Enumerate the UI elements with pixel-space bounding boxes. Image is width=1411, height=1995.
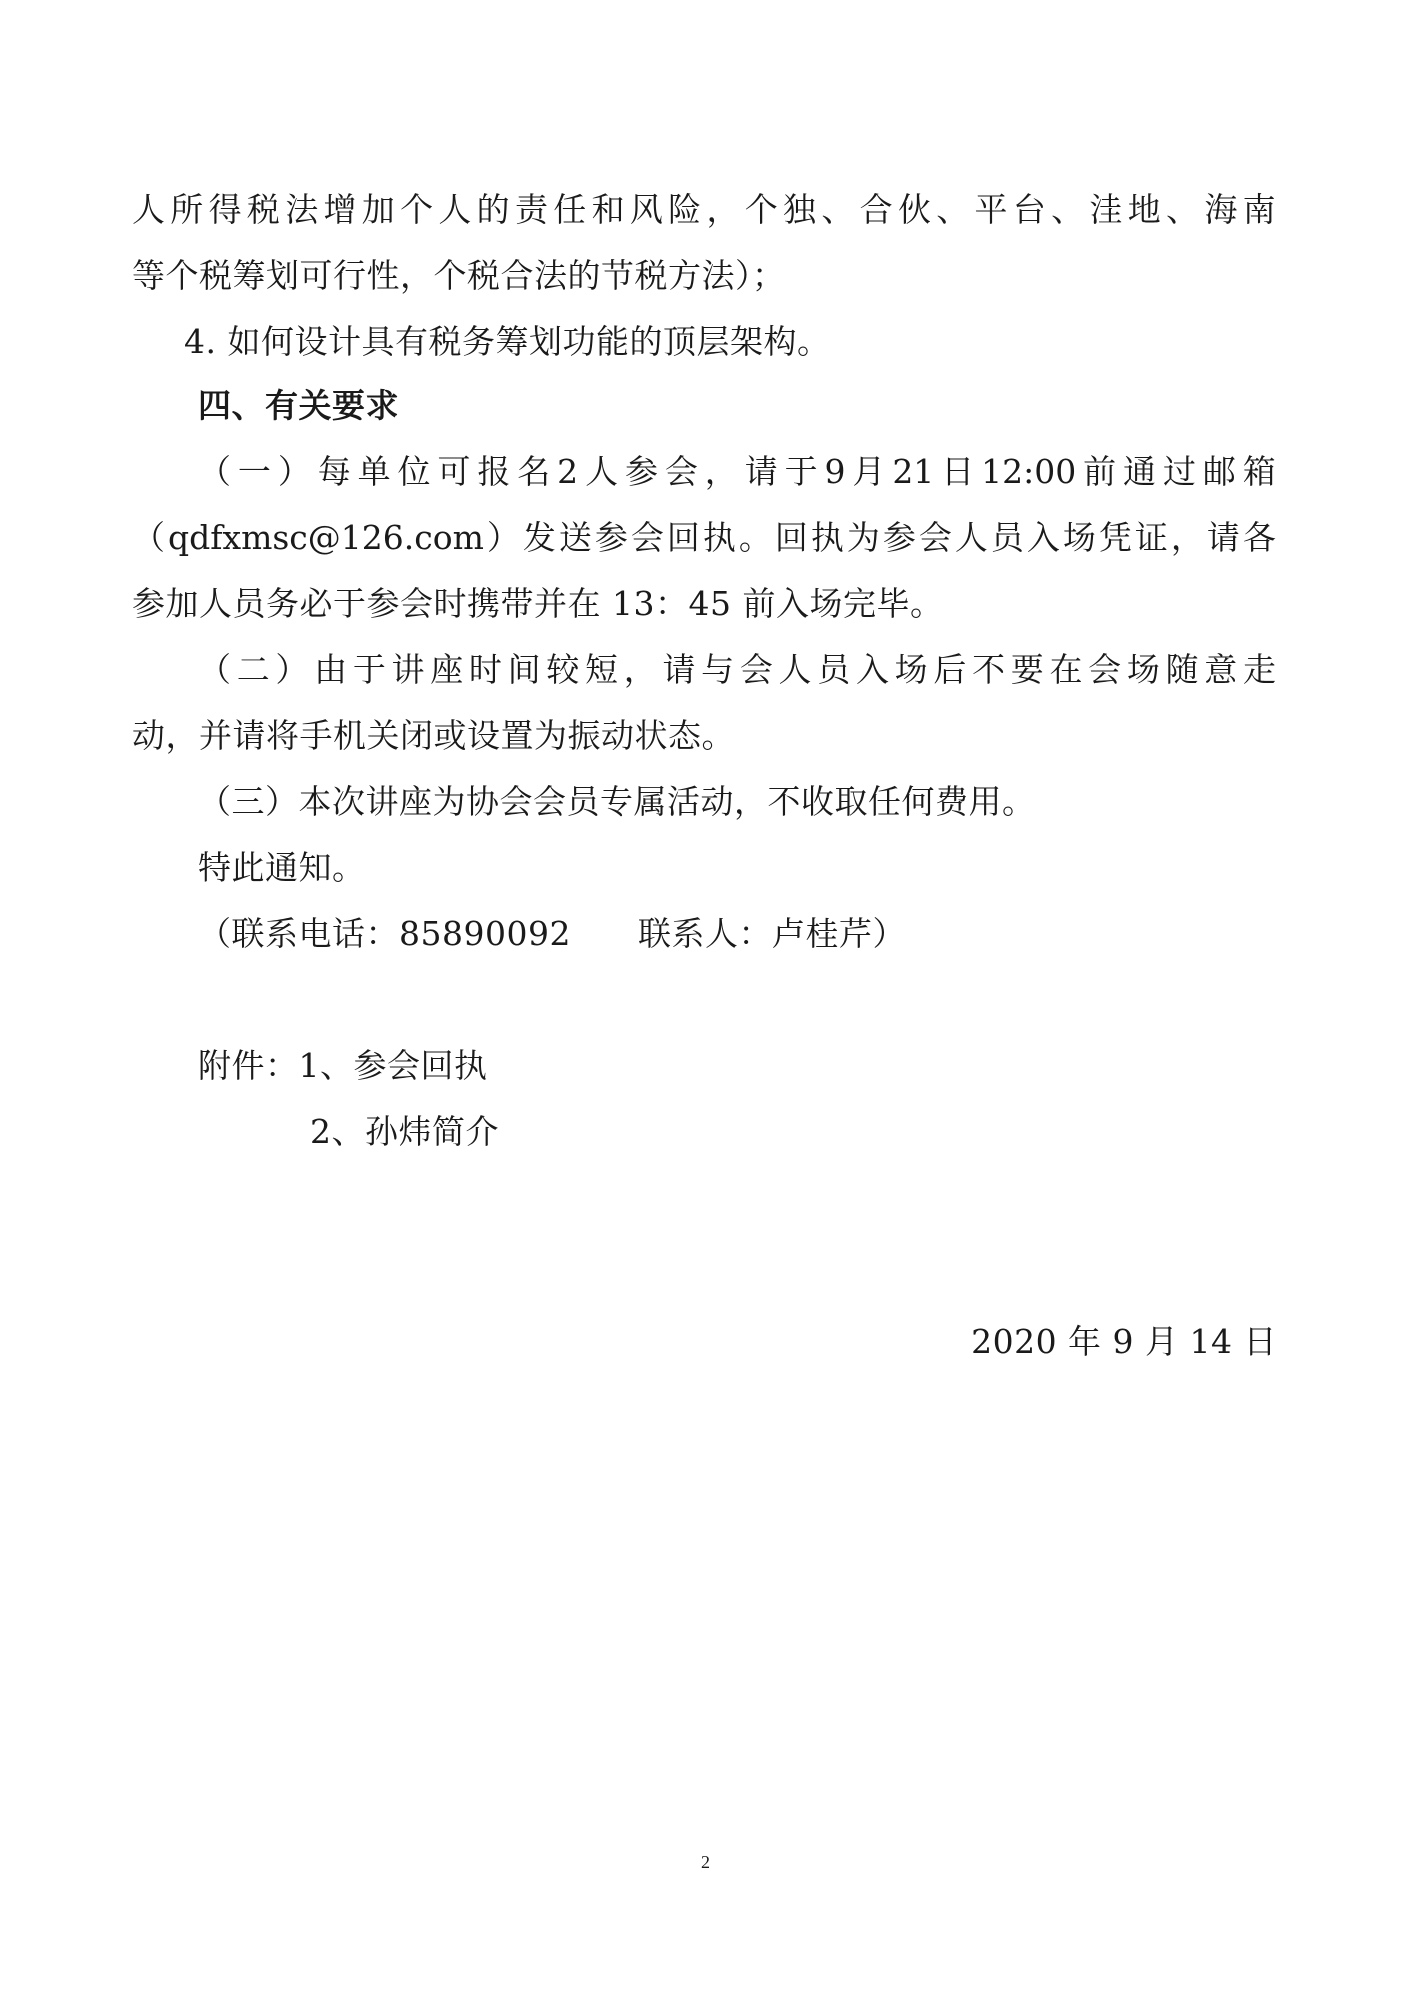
text-glyph: 可 [437,452,471,491]
text-glyph: qdfxmsc@126.com [168,518,484,557]
text-glyph: 过 [1162,452,1196,491]
text-glyph: 人 [438,190,472,229]
text-glyph: 责 [514,190,548,229]
text-glyph: 通 [1123,452,1157,491]
text-glyph: 、 [821,190,855,229]
text-glyph: 执 [810,518,844,557]
text-glyph: 短 [585,650,619,689]
text-glyph: 请 [744,452,778,491]
req1-line3: 参加人员务必于参会时携带并在 13：45 前入场完毕。 [132,584,944,623]
attachment-2-line: 2、孙炜简介 [310,1112,499,1151]
text-glyph: 回 [774,518,808,557]
text-glyph: 人 [778,650,812,689]
text-glyph: 税 [246,190,280,229]
text-glyph: 证 [1134,518,1168,557]
text-glyph: 12:00 [981,452,1077,491]
text-glyph: 增 [323,190,357,229]
text-glyph: 员 [817,650,851,689]
text-glyph: 于 [784,452,818,491]
text-glyph: 场 [1062,518,1096,557]
text-glyph: 邮 [1202,452,1236,491]
text-glyph: （ [132,518,165,557]
text-glyph: 会 [664,452,698,491]
req1-line1 [198,452,1276,492]
text-glyph: 请 [662,650,696,689]
text-glyph: 、 [936,190,970,229]
list-item-4: 4. 如何设计具有税务筹划功能的顶层架构。 [184,322,831,361]
text-glyph: 由 [314,650,348,689]
req2-line2: 动，并请将手机关闭或设置为振动状态。 [132,716,735,755]
text-glyph: 个 [400,190,434,229]
text-glyph: ） [486,518,520,557]
text-glyph: 险 [668,190,702,229]
text-glyph: 于 [352,650,386,689]
text-glyph: 座 [430,650,464,689]
text-glyph: （ [198,452,231,491]
req2-line1 [198,650,1276,690]
text-glyph: 海 [1204,190,1238,229]
text-glyph: 入 [1026,518,1060,557]
text-glyph: 单 [357,452,391,491]
text-glyph: 讲 [391,650,425,689]
text-glyph: ， [706,190,740,229]
text-glyph: 员 [990,518,1024,557]
text-glyph: 所 [170,190,204,229]
text-glyph: 会 [918,518,952,557]
text-glyph: 9 [824,452,846,491]
text-glyph: 执 [702,518,736,557]
text-glyph: 在 [1049,650,1083,689]
text-glyph: 和 [591,190,625,229]
text-glyph: 与 [701,650,735,689]
text-glyph: 每 [317,452,351,491]
text-glyph: 会 [1088,650,1122,689]
text-glyph: 参 [624,452,658,491]
text-glyph: 时 [468,650,502,689]
text-glyph: 回 [666,518,700,557]
text-glyph: 加 [361,190,395,229]
text-glyph: （ [198,650,231,689]
text-glyph: 前 [1083,452,1117,491]
text-glyph: 21 [892,452,935,491]
text-glyph: 任 [553,190,587,229]
text-glyph: 地 [1127,190,1161,229]
text-glyph: 场 [894,650,928,689]
text-glyph: 独 [783,190,817,229]
text-glyph: 个 [744,190,778,229]
text-glyph: ） [275,650,309,689]
text-glyph: 要 [1010,650,1044,689]
text-glyph: 位 [397,452,431,491]
text-glyph: 的 [476,190,510,229]
text-glyph: 人 [132,190,165,229]
text-glyph: 名 [517,452,551,491]
text-glyph: ， [623,650,657,689]
text-glyph: 会 [630,518,664,557]
text-glyph: 日 [941,452,975,491]
text-glyph: 一 [237,452,271,491]
text-glyph: 不 [972,650,1006,689]
text-glyph: 法 [285,190,319,229]
text-glyph: 南 [1242,190,1276,229]
section-heading-requirements: 四、有关要求 [198,386,399,425]
text-glyph: 送 [558,518,592,557]
text-glyph: ） [277,452,311,491]
text-glyph: 发 [522,518,556,557]
req1-line2 [132,518,1276,558]
text-glyph: 各 [1242,518,1276,557]
attachments-line: 附件：1、参会回执 [198,1046,488,1085]
text-glyph: 参 [882,518,916,557]
text-glyph: 、 [1166,190,1200,229]
text-glyph: ， [704,452,738,491]
text-glyph: 月 [852,452,886,491]
text-glyph: 为 [846,518,880,557]
req3-line: （三）本次讲座为协会会员专属活动，不收取任何费用。 [198,782,1036,821]
text-glyph: 后 [933,650,967,689]
text-glyph: 。 [738,518,772,557]
para1-line1 [132,190,1276,230]
text-glyph: 人 [954,518,988,557]
text-glyph: 报 [477,452,511,491]
text-glyph: 走 [1242,650,1276,689]
text-glyph: 会 [739,650,773,689]
text-glyph: 台 [1012,190,1046,229]
text-glyph: 合 [859,190,893,229]
text-glyph: 人 [585,452,619,491]
text-glyph: 入 [855,650,889,689]
text-glyph: 2 [557,452,579,491]
text-glyph: 、 [1051,190,1085,229]
text-glyph: 风 [629,190,663,229]
para1-line2: 等个税筹划可行性，个税合法的节税方法）； [132,256,786,295]
text-glyph: 较 [546,650,580,689]
text-glyph: 参 [594,518,628,557]
contact-line: （联系电话：85890092 联系人：卢桂芹） [198,914,906,953]
page-number: 2 [701,1852,710,1872]
text-glyph: 伙 [897,190,931,229]
text-glyph: 平 [974,190,1008,229]
text-glyph: 得 [208,190,242,229]
text-glyph: 场 [1126,650,1160,689]
closing-line: 特此通知。 [198,848,366,887]
text-glyph: 意 [1204,650,1238,689]
text-glyph: ， [1170,518,1204,557]
document-date: 2020 年 9 月 14 日 [971,1322,1277,1361]
text-glyph: 间 [507,650,541,689]
text-glyph: 凭 [1098,518,1132,557]
text-glyph: 随 [1165,650,1199,689]
text-glyph: 请 [1206,518,1240,557]
text-glyph: 箱 [1242,452,1276,491]
text-glyph: 洼 [1089,190,1123,229]
text-glyph: 二 [236,650,270,689]
